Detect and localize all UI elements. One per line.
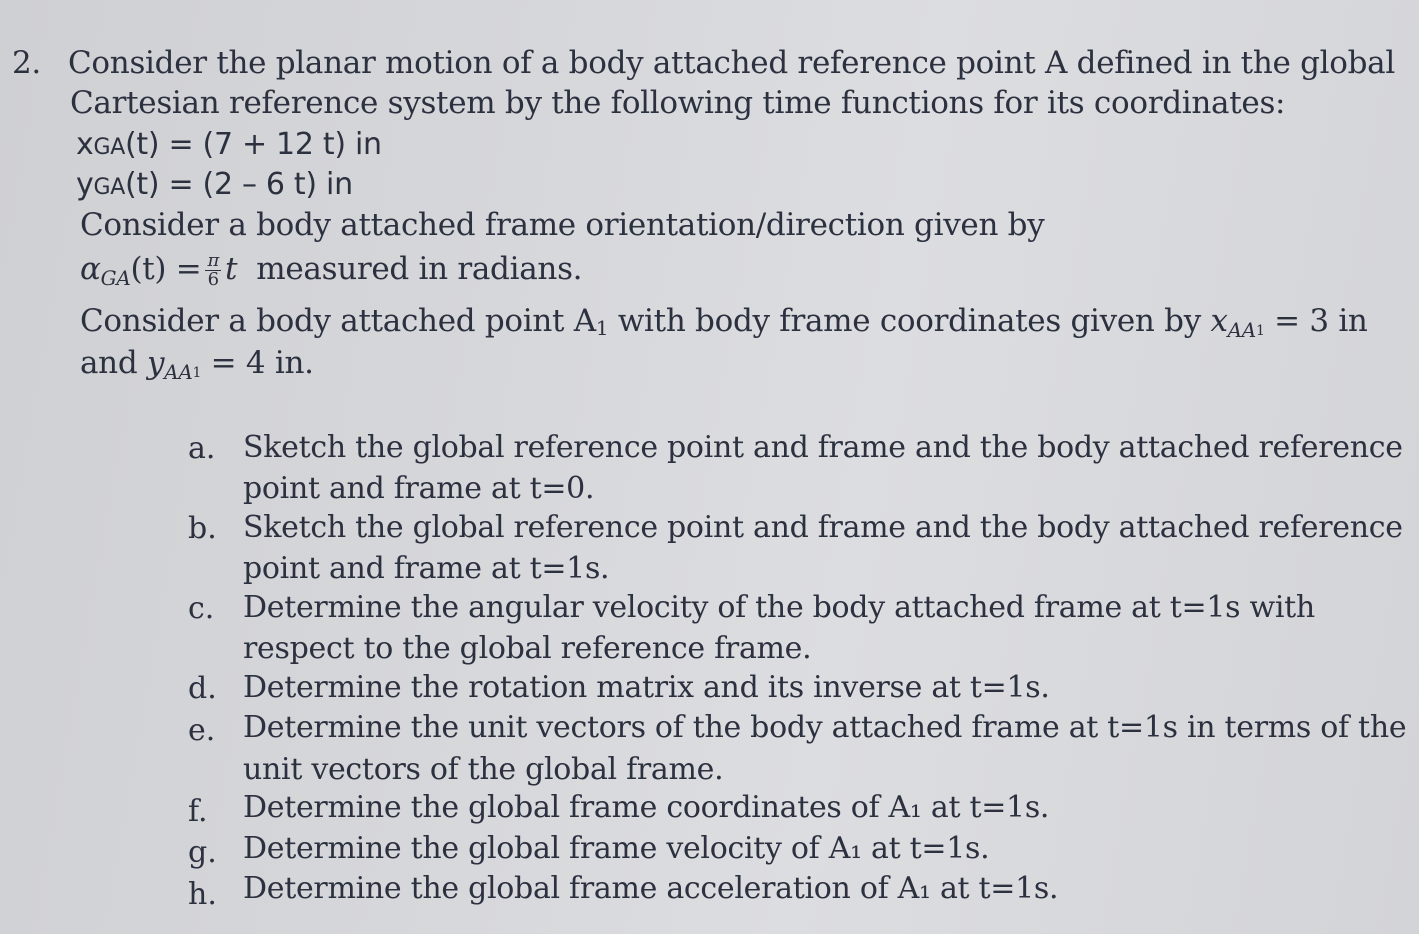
y-aa1-var: y	[146, 345, 165, 381]
fraction-numerator: π	[207, 250, 219, 271]
y-coordinate-equation	[76, 166, 353, 207]
x-var: x	[76, 127, 94, 162]
item-h-letter: h.	[188, 877, 217, 912]
point-line-pre-sub: 1	[595, 316, 609, 340]
fraction-denominator: 6	[207, 269, 219, 290]
intro-line-1: Consider the planar motion of a body attached reference point A defined in the global	[68, 45, 1395, 81]
item-a-line-1: Sketch the global reference point and frame and the body attached reference	[243, 430, 1403, 465]
alpha-var: α	[80, 251, 101, 287]
alpha-tail: measured in radians.	[256, 251, 583, 287]
alpha-sub: GA	[100, 266, 131, 290]
item-e-line-2: unit vectors of the global frame.	[243, 752, 724, 787]
y-var: y	[76, 167, 94, 202]
item-c-line-1: Determine the angular velocity of the body attached frame at t=1s with	[243, 590, 1315, 625]
point-line-mid: with body frame coordinates given by	[608, 303, 1211, 339]
item-f-line-1: Determine the global frame coordinates of A₁ at t=1s.	[243, 790, 1050, 825]
pi-over-six-fraction	[205, 252, 221, 289]
alpha-lhs-rest: (t) =	[130, 251, 202, 287]
item-d-letter: d.	[188, 671, 217, 706]
and-y-line	[80, 344, 314, 392]
point-a1-line	[80, 302, 1368, 350]
point-line-pre: Consider a body attached point A	[80, 303, 596, 339]
intro-line-2: Cartesian reference system by the following time functions for its coordinates:	[70, 85, 1286, 121]
item-f-letter: f.	[188, 794, 208, 829]
item-d-line-1: Determine the rotation matrix and its inverse at t=1s.	[243, 670, 1050, 705]
x-coordinate-equation	[76, 126, 382, 167]
x-aa1-sub: AA	[1227, 318, 1256, 342]
x-aa1-var: x	[1210, 303, 1228, 339]
alpha-t: t	[224, 251, 238, 287]
x-eq-rest: (t) = (7 + 12 t) in	[124, 127, 382, 162]
y-aa1-subsub: 1	[192, 365, 202, 381]
x-aa1-value: = 3 in	[1264, 303, 1368, 339]
x-var-sub: GA	[93, 135, 125, 160]
item-b-line-2: point and frame at t=1s.	[243, 551, 610, 586]
item-b-letter: b.	[188, 511, 217, 546]
orientation-line: Consider a body attached frame orientation/direction given by	[80, 207, 1045, 243]
y-aa1-sub: AA	[164, 360, 193, 384]
item-g-line-1: Determine the global frame velocity of A₁ at t=1s.	[243, 831, 990, 866]
item-e-line-1: Determine the unit vectors of the body attached frame at t=1s in terms of the	[243, 710, 1407, 745]
y-eq-rest: (t) = (2 – 6 t) in	[124, 167, 353, 202]
problem-number: 2.	[12, 45, 41, 81]
item-a-line-2: point and frame at t=0.	[243, 471, 595, 506]
and-word: and	[80, 345, 147, 381]
alpha-equation	[80, 250, 582, 297]
item-c-letter: c.	[188, 591, 215, 626]
x-aa1-subsub: 1	[1255, 323, 1265, 339]
item-a-letter: a.	[188, 431, 216, 466]
item-h-line-1: Determine the global frame acceleration of A₁ at t=1s.	[243, 871, 1059, 906]
y-aa1-value: = 4 in.	[201, 345, 314, 381]
item-e-letter: e.	[188, 713, 216, 748]
y-var-sub: GA	[93, 175, 125, 200]
item-g-letter: g.	[188, 835, 217, 870]
item-b-line-1: Sketch the global reference point and frame and the body attached reference	[243, 510, 1403, 545]
item-c-line-2: respect to the global reference frame.	[243, 631, 812, 666]
